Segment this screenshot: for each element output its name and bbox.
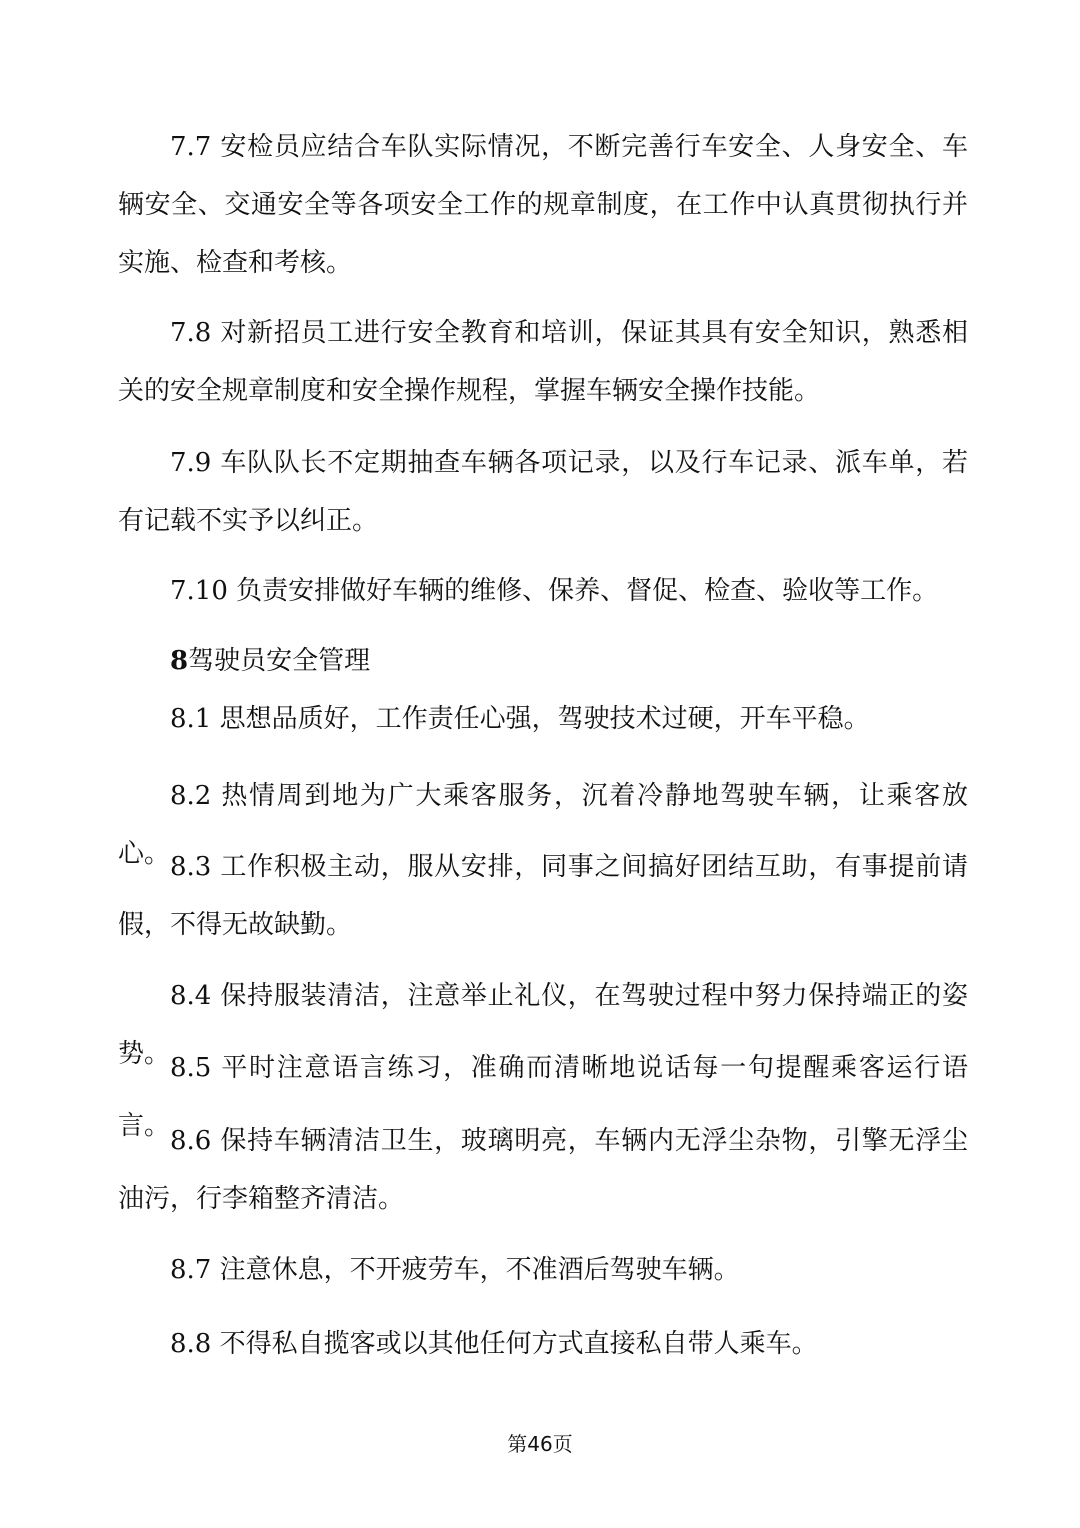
- item-text: 热情周到地为广大乘客服务，沉着冷静地驾驶车辆，让乘客放心。: [118, 781, 968, 869]
- item-text: 思想品质好，工作责任心强，驾驶技术过硬，开车平稳。: [219, 704, 870, 734]
- paragraph-text: 负责安排做好车辆的维修、保养、督促、检查、验收等工作。: [236, 576, 939, 606]
- section-number: 8: [170, 646, 189, 676]
- paragraph-7-8: [118, 304, 968, 420]
- item-8-6: [118, 1112, 968, 1228]
- item-text: 注意休息，不开疲劳车，不准酒后驾驶车辆。: [219, 1255, 740, 1285]
- paragraph-number: 7.10: [170, 576, 228, 606]
- paragraph-text: 对新招员工进行安全教育和培训，保证其具有安全知识，熟悉相关的安全规章制度和安全操作规程，掌握车辆安全操作技能。: [118, 318, 968, 406]
- item-number: 8.5: [170, 1053, 212, 1083]
- item-text: 不得私自揽客或以其他任何方式直接私自带人乘车。: [219, 1329, 818, 1359]
- paragraph-7-10: [118, 562, 968, 620]
- item-number: 8.1: [170, 704, 212, 734]
- item-8-1: [118, 690, 968, 748]
- item-text: 保持车辆清洁卫生，玻璃明亮，车辆内无浮尘杂物，引擎无浮尘油污，行李箱整齐清洁。: [118, 1126, 968, 1214]
- item-8-8: [118, 1315, 968, 1373]
- item-number: 8.7: [170, 1255, 212, 1285]
- section-heading: [170, 641, 370, 681]
- item-text: 平时注意语言练习，准确而清晰地说话每一句提醒乘客运行语言。: [118, 1053, 968, 1141]
- item-number: 8.3: [170, 852, 212, 882]
- paragraph-7-7: [118, 118, 968, 292]
- paragraph-number: 7.7: [170, 132, 212, 162]
- item-number: 8.2: [170, 781, 212, 811]
- paragraph-number: 7.9: [170, 448, 212, 478]
- page-number: 第46页: [507, 1432, 573, 1456]
- paragraph-text: 车队队长不定期抽查车辆各项记录，以及行车记录、派车单，若有记载不实予以纠正。: [118, 448, 968, 536]
- item-text: 工作积极主动，服从安排，同事之间搞好团结互助，有事提前请假，不得无故缺勤。: [118, 852, 968, 940]
- item-number: 8.4: [170, 981, 212, 1011]
- item-8-3: [118, 838, 968, 954]
- paragraph-number: 7.8: [170, 318, 212, 348]
- item-text: 保持服装清洁，注意举止礼仪，在驾驶过程中努力保持端正的姿势。: [118, 981, 968, 1069]
- paragraph-text: 安检员应结合车队实际情况，不断完善行车安全、人身安全、车辆安全、交通安全等各项安全工作的规章制度，在工作中认真贯彻执行并实施、检查和考核。: [118, 132, 968, 278]
- item-number: 8.6: [170, 1126, 212, 1156]
- item-8-7: [118, 1241, 968, 1299]
- paragraph-7-9: [118, 434, 968, 550]
- item-number: 8.8: [170, 1329, 212, 1359]
- section-title: 驾驶员安全管理: [188, 646, 371, 676]
